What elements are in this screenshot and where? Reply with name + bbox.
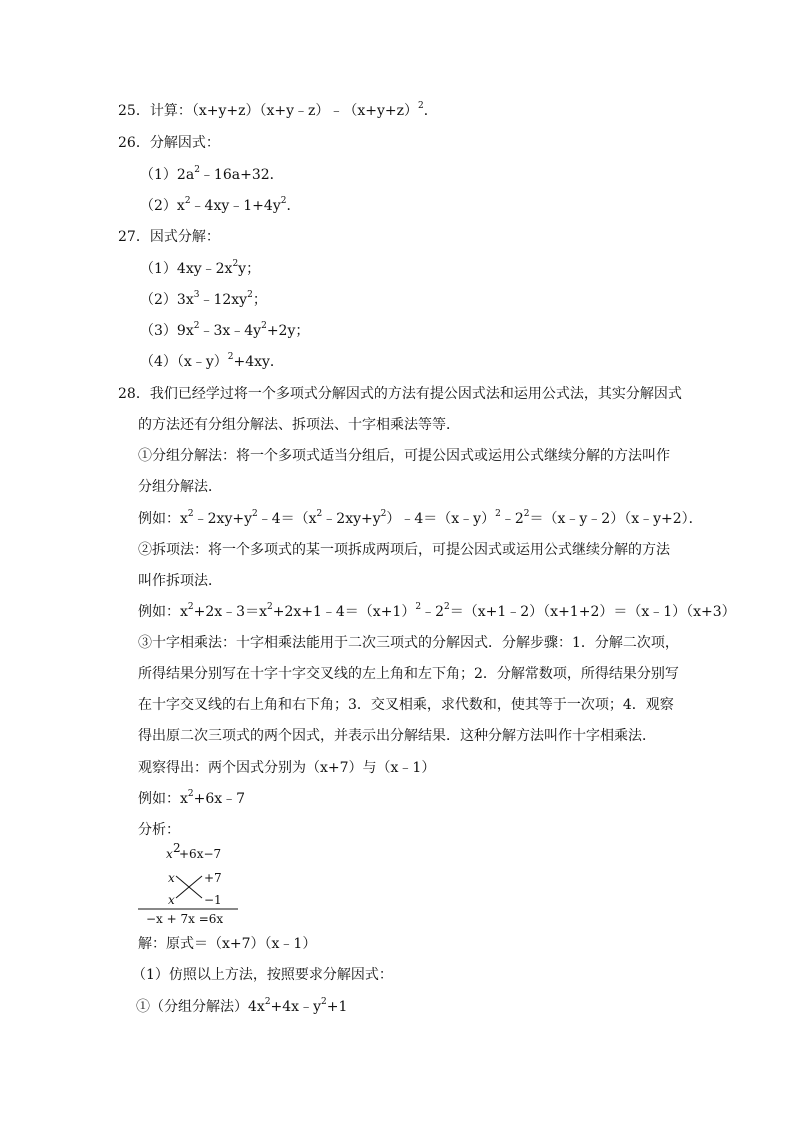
expr-part: ﹣2: [500, 511, 524, 527]
exponent: 2: [316, 509, 323, 520]
diagram-top-rest: +6x−7: [179, 847, 222, 861]
item-number: （2）: [140, 198, 177, 214]
exponent: 2: [184, 196, 191, 207]
expr-part: y；: [238, 261, 261, 277]
method-1-line-1: ①分组分解法：将一个多项式适当分组后，可提公因式或运用公式继续分解的方法叫作: [138, 448, 670, 464]
expr-part: ＝（x﹣y﹣2）（x﹣y+2）．: [529, 511, 703, 527]
question-27-item-3: [140, 322, 309, 340]
expr-part: ＝（x+1﹣2）（x+1+2）＝（x﹣1）（x+3）: [449, 604, 736, 620]
exponent: 2: [193, 321, 200, 332]
exponent: 2: [232, 259, 239, 270]
question-label: 计算：: [149, 103, 192, 119]
expr-part: ﹣2xy+y: [193, 511, 252, 527]
expr-part: +6x﹣7: [193, 791, 246, 807]
expr-part: ①（分组分解法）4x: [136, 999, 265, 1015]
expr-part: 4xy﹣2x: [176, 261, 233, 277]
exponent: 2: [187, 509, 194, 520]
expr-part: +2x﹣3＝x: [193, 604, 267, 620]
question-number: 25．: [118, 103, 150, 119]
diagram-left-bottom: x: [168, 893, 175, 907]
expr-part: ﹣4＝（x: [257, 511, 317, 527]
diagram-right-top: +7: [204, 871, 222, 885]
question-27-item-2: [140, 291, 267, 309]
question-number: 26．: [118, 135, 150, 151]
diagram-left-top: x: [168, 871, 175, 885]
exponent: 2: [321, 997, 327, 1008]
expr-part: x: [176, 198, 185, 214]
part-1-a: [136, 998, 347, 1016]
expr-part: 3x: [176, 292, 194, 308]
question-number: 28．: [118, 386, 150, 402]
example-3: [138, 790, 245, 808]
exponent: 2: [380, 509, 387, 520]
expr-part: ．: [286, 198, 301, 214]
question-28-intro-line-2: 的方法还有分组分解法、拆项法、十字相乘法等等．: [138, 417, 460, 433]
exponent: 3: [193, 290, 200, 301]
expr-part: ﹣12xy: [199, 292, 248, 308]
method-1-line-2: 分组分解法．: [138, 479, 222, 495]
expr-part: +2y；: [266, 323, 310, 339]
exponent: 2: [247, 290, 253, 301]
paragraph-text: 我们已经学过将一个多项式分解因式的方法有提公因式法和运用公式法，其实分解因式: [149, 386, 682, 402]
exponent: 2: [523, 509, 530, 520]
question-26-item-1: [140, 166, 284, 184]
question-label: 分解因式：: [149, 135, 220, 151]
item-number: （2）: [140, 292, 177, 308]
exponent: 2: [266, 602, 273, 613]
method-3-line-2: 所得结果分别写在十字十字交叉线的左上角和左下角；2．分解常数项，所得结果分别写: [138, 666, 679, 682]
cross-multiplication-diagram: [138, 842, 248, 928]
question-26-title: [118, 134, 220, 152]
expr-part: 例如：x: [138, 791, 188, 807]
diagram-top-x: x: [166, 847, 173, 861]
exponent: 2: [418, 101, 424, 112]
question-number: 27．: [118, 229, 150, 245]
diagram-top-exponent: 2: [173, 842, 181, 855]
expr-part: ﹣4xy﹣1+4y: [190, 198, 281, 214]
item-number: （4）: [140, 354, 177, 370]
item-number: （1）: [140, 261, 177, 277]
exponent: 2: [495, 509, 501, 520]
exponent: 2: [187, 789, 194, 800]
exponent: 2: [444, 602, 450, 613]
expr-part: ﹣3x﹣4y: [199, 323, 262, 339]
punctuation: ．: [423, 103, 438, 119]
question-28-intro-line-1: [118, 385, 682, 403]
example-1: [138, 510, 703, 528]
expr-part: 例如：x: [138, 604, 188, 620]
exponent: 2: [194, 165, 200, 176]
expr-part: ﹣2: [421, 604, 444, 620]
expr-part: +1: [326, 999, 348, 1015]
exponent: 2: [264, 997, 271, 1008]
expr-part: 2a: [176, 167, 195, 183]
expr-part: +4x﹣y: [270, 999, 321, 1015]
method-3-line-3: 在十字交叉线的右上角和右下角；3．交叉相乘，求代数和，使其等于一次项；4．观察: [138, 697, 674, 713]
diagram-sum: −x + 7x =6x: [146, 912, 224, 926]
part-1-instruction: （1）仿照以上方法，按照要求分解因式：: [132, 967, 393, 983]
expr-part: ﹣2xy+y: [322, 511, 381, 527]
method-2-line-2: 叫作拆项法．: [138, 573, 222, 589]
question-26-item-2: [140, 197, 300, 215]
expr-part: ）﹣4＝（x﹣y）: [386, 511, 496, 527]
exponent: 2: [415, 602, 422, 613]
item-number: （1）: [140, 167, 177, 183]
example-2: [138, 603, 736, 621]
expr-part: 9x: [176, 323, 194, 339]
expr-part: ；: [252, 292, 267, 308]
question-27-item-1: [140, 260, 260, 278]
observation: 观察得出：两个因式分别为（x+7）与（x﹣1）: [138, 760, 436, 776]
question-27-item-4: [140, 353, 284, 371]
expr-part: ﹣16a+32．: [199, 167, 284, 183]
diagram-right-bottom: −1: [204, 893, 222, 907]
item-number: （3）: [140, 323, 177, 339]
expression: （x+y+z）（x+y﹣z）﹣（x+y+z）: [191, 103, 419, 119]
question-25: [118, 102, 438, 120]
expr-part: 例如：x: [138, 511, 188, 527]
method-3-line-4: 得出原二次三项式的两个因式，并表示出分解结果．这种分解方法叫作十字相乘法．: [138, 728, 656, 744]
method-3-line-1: ③十字相乘法：十字相乘法能用于二次三项式的分解因式．分解步骤：1．分解二次项，: [138, 635, 679, 651]
exponent: 2: [252, 509, 258, 520]
expr-part: +2x+1﹣4＝（x+1）: [272, 604, 416, 620]
expr-part: （x﹣y）: [176, 354, 228, 370]
exponent: 2: [261, 321, 267, 332]
exponent: 2: [280, 196, 287, 207]
exponent: 2: [227, 352, 234, 363]
question-label: 因式分解：: [149, 229, 220, 245]
analysis-label: 分析：: [138, 822, 180, 838]
expr-part: +4xy．: [233, 354, 284, 370]
exponent: 2: [187, 602, 194, 613]
method-2-line-1: ②拆项法：将一个多项式的某一项拆成两项后，可提公因式或运用公式继续分解的方法: [138, 542, 670, 558]
solution: 解：原式＝（x+7）（x﹣1）: [138, 936, 317, 952]
question-27-title: [118, 228, 220, 246]
